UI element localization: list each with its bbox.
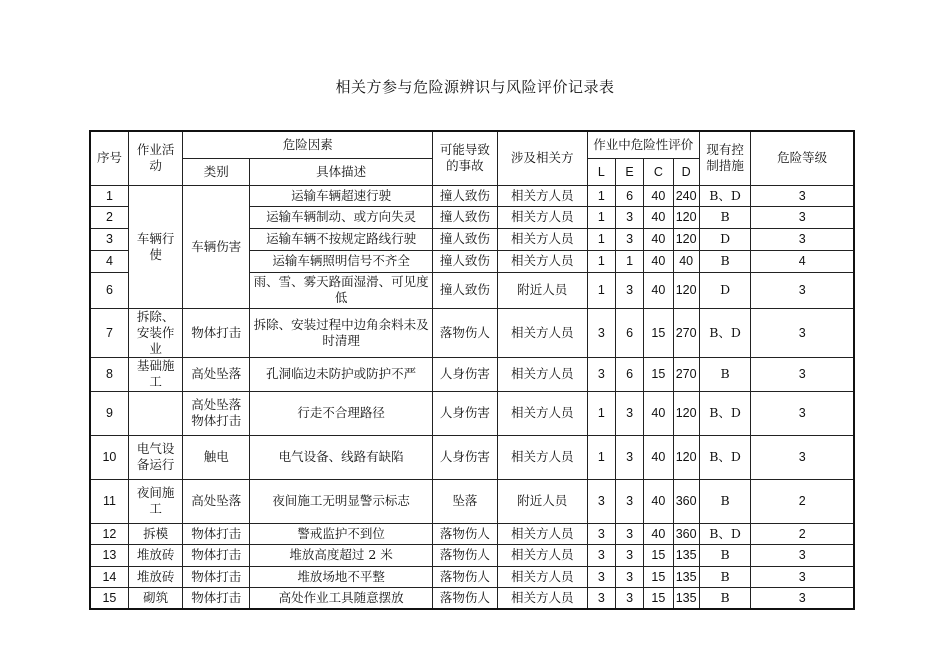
cell-description: 运输车辆制动、或方向失灵 bbox=[250, 206, 433, 228]
cell-D: 120 bbox=[673, 206, 699, 228]
cell-L: 1 bbox=[587, 435, 615, 479]
header-row bbox=[90, 131, 854, 158]
cell-accident: 撞人致伤 bbox=[433, 228, 498, 250]
cell-controls: B bbox=[699, 357, 751, 391]
cell-accident: 落物伤人 bbox=[433, 566, 498, 587]
cell-E: 3 bbox=[615, 523, 643, 544]
header-activity: 作业活动 bbox=[128, 131, 183, 185]
cell-accident: 撞人致伤 bbox=[433, 185, 498, 206]
header-category: 类别 bbox=[183, 158, 250, 185]
cell-level: 3 bbox=[751, 308, 854, 357]
cell-seq: 13 bbox=[90, 544, 128, 566]
cell-L: 1 bbox=[587, 250, 615, 272]
cell-accident: 落物伤人 bbox=[433, 523, 498, 544]
header-risk-level: 危险等级 bbox=[751, 131, 854, 185]
cell-L: 3 bbox=[587, 357, 615, 391]
cell-category: 物体打击 bbox=[183, 544, 250, 566]
cell-L: 3 bbox=[587, 523, 615, 544]
cell-E: 6 bbox=[615, 357, 643, 391]
cell-accident: 人身伤害 bbox=[433, 357, 498, 391]
cell-D: 240 bbox=[673, 185, 699, 206]
cell-activity: 基础施工 bbox=[128, 357, 183, 391]
header-E: E bbox=[615, 158, 643, 185]
cell-C: 15 bbox=[644, 308, 673, 357]
cell-controls: D bbox=[699, 228, 751, 250]
cell-C: 40 bbox=[644, 250, 673, 272]
cell-L: 1 bbox=[587, 206, 615, 228]
cell-L: 3 bbox=[587, 566, 615, 587]
cell-controls: B、D bbox=[699, 185, 751, 206]
cell-D: 40 bbox=[673, 250, 699, 272]
cell-activity: 拆模 bbox=[128, 523, 183, 544]
cell-seq: 8 bbox=[90, 357, 128, 391]
cell-level: 2 bbox=[751, 479, 854, 523]
cell-L: 3 bbox=[587, 544, 615, 566]
cell-level: 3 bbox=[751, 435, 854, 479]
cell-party: 相关方人员 bbox=[497, 587, 587, 609]
cell-level: 3 bbox=[751, 228, 854, 250]
cell-controls: B、D bbox=[699, 523, 751, 544]
cell-E: 1 bbox=[615, 250, 643, 272]
cell-description: 运输车辆不按规定路线行驶 bbox=[250, 228, 433, 250]
cell-E: 3 bbox=[615, 435, 643, 479]
cell-C: 40 bbox=[644, 435, 673, 479]
cell-activity: 堆放砖 bbox=[128, 566, 183, 587]
cell-description: 警戒监护不到位 bbox=[250, 523, 433, 544]
cell-L: 3 bbox=[587, 479, 615, 523]
cell-level: 3 bbox=[751, 391, 854, 435]
cell-controls: B、D bbox=[699, 308, 751, 357]
table-row bbox=[90, 566, 854, 587]
cell-party: 相关方人员 bbox=[497, 308, 587, 357]
cell-level: 3 bbox=[751, 587, 854, 609]
cell-L: 1 bbox=[587, 185, 615, 206]
cell-E: 3 bbox=[615, 228, 643, 250]
table-row bbox=[90, 544, 854, 566]
cell-controls: B bbox=[699, 566, 751, 587]
header-hazard-factors: 危险因素 bbox=[183, 131, 433, 158]
table-row bbox=[90, 587, 854, 609]
header-description: 具体描述 bbox=[250, 158, 433, 185]
cell-D: 360 bbox=[673, 523, 699, 544]
cell-E: 6 bbox=[615, 185, 643, 206]
cell-C: 15 bbox=[644, 566, 673, 587]
cell-activity: 砌筑 bbox=[128, 587, 183, 609]
cell-E: 3 bbox=[615, 391, 643, 435]
cell-description: 电气设备、线路有缺陷 bbox=[250, 435, 433, 479]
cell-seq: 6 bbox=[90, 272, 128, 308]
cell-seq: 9 bbox=[90, 391, 128, 435]
cell-E: 6 bbox=[615, 308, 643, 357]
cell-seq: 12 bbox=[90, 523, 128, 544]
cell-controls: B、D bbox=[699, 435, 751, 479]
cell-accident: 人身伤害 bbox=[433, 435, 498, 479]
cell-seq: 2 bbox=[90, 206, 128, 228]
cell-accident: 撞人致伤 bbox=[433, 272, 498, 308]
cell-seq: 1 bbox=[90, 185, 128, 206]
cell-E: 3 bbox=[615, 544, 643, 566]
cell-L: 3 bbox=[587, 308, 615, 357]
cell-party: 相关方人员 bbox=[497, 523, 587, 544]
cell-description: 拆除、安装过程中边角余料未及时清理 bbox=[250, 308, 433, 357]
cell-controls: B bbox=[699, 587, 751, 609]
cell-level: 4 bbox=[751, 250, 854, 272]
header-L: L bbox=[587, 158, 615, 185]
cell-category: 物体打击 bbox=[183, 523, 250, 544]
cell-category: 物体打击 bbox=[183, 566, 250, 587]
cell-party: 附近人员 bbox=[497, 272, 587, 308]
cell-accident: 落物伤人 bbox=[433, 544, 498, 566]
header-controls: 现有控制措施 bbox=[699, 131, 751, 185]
cell-accident: 坠落 bbox=[433, 479, 498, 523]
cell-L: 1 bbox=[587, 391, 615, 435]
cell-description: 夜间施工无明显警示标志 bbox=[250, 479, 433, 523]
cell-seq: 10 bbox=[90, 435, 128, 479]
cell-level: 3 bbox=[751, 566, 854, 587]
cell-activity: 车辆行使 bbox=[128, 185, 183, 308]
cell-D: 135 bbox=[673, 587, 699, 609]
cell-level: 3 bbox=[751, 206, 854, 228]
cell-D: 270 bbox=[673, 357, 699, 391]
cell-D: 135 bbox=[673, 544, 699, 566]
cell-D: 120 bbox=[673, 272, 699, 308]
cell-category: 物体打击 bbox=[183, 308, 250, 357]
cell-description: 雨、雪、雾天路面湿滑、可见度低 bbox=[250, 272, 433, 308]
cell-seq: 11 bbox=[90, 479, 128, 523]
cell-category: 高处坠落 bbox=[183, 357, 250, 391]
cell-party: 相关方人员 bbox=[497, 250, 587, 272]
cell-accident: 人身伤害 bbox=[433, 391, 498, 435]
cell-seq: 15 bbox=[90, 587, 128, 609]
risk-table bbox=[89, 130, 855, 610]
header-D: D bbox=[673, 158, 699, 185]
cell-description: 运输车辆超速行驶 bbox=[250, 185, 433, 206]
cell-activity: 拆除、安装作业 bbox=[128, 308, 183, 357]
header-seq: 序号 bbox=[90, 131, 128, 185]
cell-description: 高处作业工具随意摆放 bbox=[250, 587, 433, 609]
cell-party: 相关方人员 bbox=[497, 185, 587, 206]
cell-accident: 落物伤人 bbox=[433, 308, 498, 357]
cell-L: 1 bbox=[587, 228, 615, 250]
cell-party: 相关方人员 bbox=[497, 544, 587, 566]
cell-party: 相关方人员 bbox=[497, 391, 587, 435]
cell-description: 行走不合理路径 bbox=[250, 391, 433, 435]
cell-controls: B bbox=[699, 206, 751, 228]
cell-E: 3 bbox=[615, 566, 643, 587]
cell-level: 3 bbox=[751, 544, 854, 566]
cell-category: 高处坠落 bbox=[183, 479, 250, 523]
cell-activity: 电气设备运行 bbox=[128, 435, 183, 479]
cell-seq: 4 bbox=[90, 250, 128, 272]
cell-controls: D bbox=[699, 272, 751, 308]
cell-party: 相关方人员 bbox=[497, 206, 587, 228]
cell-accident: 落物伤人 bbox=[433, 587, 498, 609]
cell-D: 360 bbox=[673, 479, 699, 523]
header-risk-eval: 作业中危险性评价 bbox=[587, 131, 699, 158]
table-row bbox=[90, 357, 854, 391]
cell-D: 120 bbox=[673, 228, 699, 250]
cell-D: 270 bbox=[673, 308, 699, 357]
table-row bbox=[90, 523, 854, 544]
cell-level: 3 bbox=[751, 185, 854, 206]
cell-accident: 撞人致伤 bbox=[433, 206, 498, 228]
cell-party: 附近人员 bbox=[497, 479, 587, 523]
cell-D: 120 bbox=[673, 435, 699, 479]
cell-controls: B bbox=[699, 250, 751, 272]
cell-E: 3 bbox=[615, 206, 643, 228]
cell-C: 40 bbox=[644, 523, 673, 544]
cell-controls: B bbox=[699, 544, 751, 566]
page-title: 相关方参与危险源辨识与风险评价记录表 bbox=[335, 78, 615, 96]
table-row bbox=[90, 479, 854, 523]
cell-C: 40 bbox=[644, 272, 673, 308]
cell-description: 孔洞临边未防护或防护不严 bbox=[250, 357, 433, 391]
header-possible-accident: 可能导致的事故 bbox=[433, 131, 498, 185]
cell-C: 40 bbox=[644, 391, 673, 435]
cell-C: 15 bbox=[644, 544, 673, 566]
cell-description: 运输车辆照明信号不齐全 bbox=[250, 250, 433, 272]
cell-level: 2 bbox=[751, 523, 854, 544]
cell-seq: 7 bbox=[90, 308, 128, 357]
cell-party: 相关方人员 bbox=[497, 435, 587, 479]
cell-E: 3 bbox=[615, 479, 643, 523]
cell-controls: B bbox=[699, 479, 751, 523]
table-row bbox=[90, 435, 854, 479]
cell-seq: 3 bbox=[90, 228, 128, 250]
cell-category: 物体打击 bbox=[183, 587, 250, 609]
header-related-party: 涉及相关方 bbox=[497, 131, 587, 185]
cell-D: 120 bbox=[673, 391, 699, 435]
cell-E: 3 bbox=[615, 272, 643, 308]
table-row bbox=[90, 308, 854, 357]
cell-seq: 14 bbox=[90, 566, 128, 587]
header-C: C bbox=[644, 158, 673, 185]
cell-party: 相关方人员 bbox=[497, 566, 587, 587]
cell-C: 40 bbox=[644, 228, 673, 250]
cell-activity bbox=[128, 391, 183, 435]
cell-controls: B、D bbox=[699, 391, 751, 435]
cell-D: 135 bbox=[673, 566, 699, 587]
cell-E: 3 bbox=[615, 587, 643, 609]
cell-C: 40 bbox=[644, 185, 673, 206]
cell-accident: 撞人致伤 bbox=[433, 250, 498, 272]
table-row bbox=[90, 391, 854, 435]
cell-C: 40 bbox=[644, 206, 673, 228]
cell-category: 车辆伤害 bbox=[183, 185, 250, 308]
cell-C: 15 bbox=[644, 587, 673, 609]
cell-level: 3 bbox=[751, 272, 854, 308]
cell-party: 相关方人员 bbox=[497, 357, 587, 391]
cell-category: 高处坠落物体打击 bbox=[183, 391, 250, 435]
cell-activity: 堆放砖 bbox=[128, 544, 183, 566]
cell-C: 15 bbox=[644, 357, 673, 391]
cell-L: 1 bbox=[587, 272, 615, 308]
cell-category: 触电 bbox=[183, 435, 250, 479]
cell-description: 堆放高度超过 2 米 bbox=[250, 544, 433, 566]
cell-C: 40 bbox=[644, 479, 673, 523]
cell-description: 堆放场地不平整 bbox=[250, 566, 433, 587]
cell-level: 3 bbox=[751, 357, 854, 391]
cell-L: 3 bbox=[587, 587, 615, 609]
table-row bbox=[90, 185, 854, 206]
cell-party: 相关方人员 bbox=[497, 228, 587, 250]
cell-activity: 夜间施工 bbox=[128, 479, 183, 523]
